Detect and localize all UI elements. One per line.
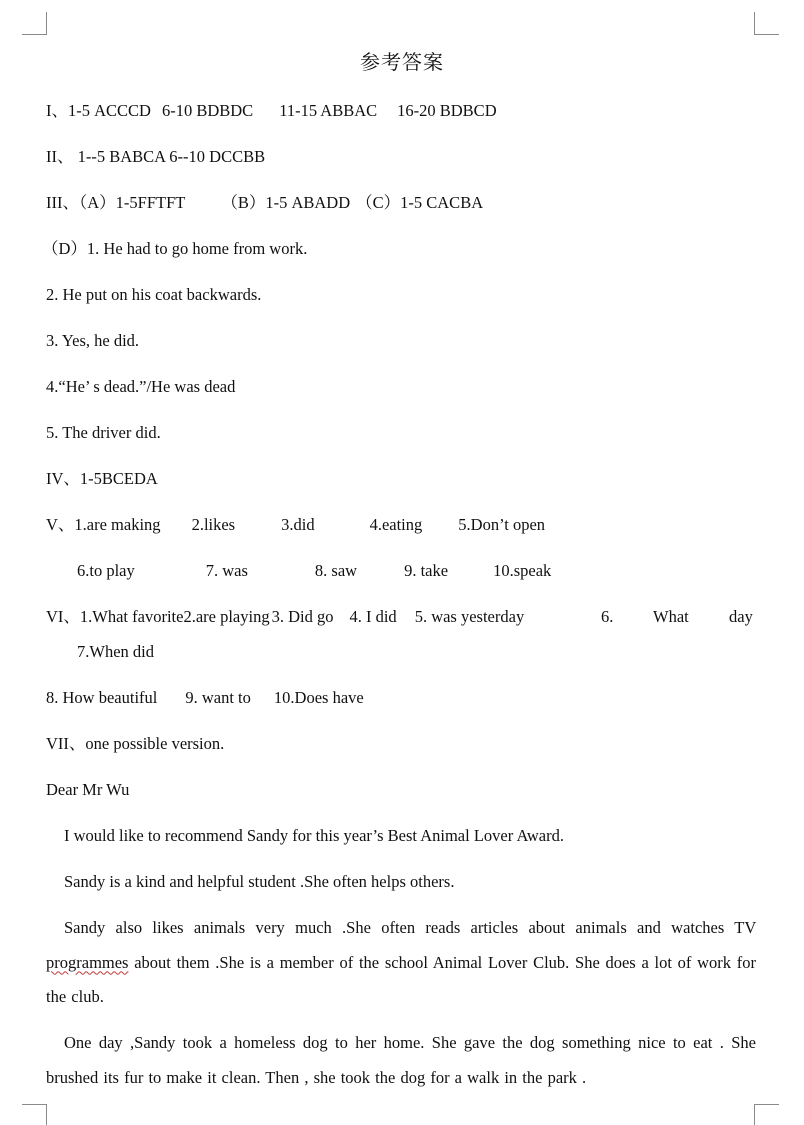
section-6-answer: 8. How beautiful [46,688,158,707]
section-5-answer: 3.did [281,515,315,534]
section-5-answer: 10.speak [493,561,552,580]
letter-paragraph-1: I would like to recommend Sandy for this year’s Best Animal Lover Award. [64,826,564,845]
section-6-answer: 3. Did go [271,607,334,626]
section-6-answer-6-number: 6. [601,607,614,626]
section-1-answers [46,100,497,122]
section-5-answer: 6.to play [77,561,135,580]
letter-paragraph-3: Sandy also likes animals very much .She often reads articles about animals and watches TV programmes about them .She is a member of the school Animal Lover Club. She does a lot of work for the club. [46,918,756,1006]
page-corner-mark [22,12,47,35]
section-5-answer: V、1.are making [46,515,161,534]
page-title: 参考答案 [360,52,444,74]
part-d-answer-5: 5. The driver did. [46,423,161,442]
section-3-part-a: III、（A）1-5FFTFT [46,193,186,212]
section-5-answer: 2.likes [191,515,236,534]
section-5-answer: 4.eating [369,515,423,534]
section-6-answer: 4. I did [349,607,397,626]
section-1-part-1: I、1-5 ACCCD [46,101,151,120]
section-5-answer: 8. saw [314,561,358,580]
section-3-answers [46,192,483,214]
section-6-answer: VI、1.What favorite [46,607,184,626]
letter-paragraph-2: Sandy is a kind and helpful student .She often helps others. [64,872,455,891]
section-7-label: VII、one possible version. [46,734,225,753]
letter-paragraph-4: One day ,Sandy took a homeless dog to her home. She gave the dog something nice to eat . She brushed its fur to make it clean. Then , she took the dog for a walk in the park . [46,1033,756,1087]
section-6-answers-row-1 [46,606,524,628]
section-1-part-4: 16-20 BDBCD [397,101,497,120]
section-6-answer: 9. want to [185,688,251,707]
section-4-answers: IV、1-5BCEDA [46,469,158,488]
page-corner-mark [754,12,779,35]
part-d-answer-1: （D）1. He had to go home from work. [42,239,308,258]
section-2-answers: II、 1--5 BABCA 6--10 DCCBB [46,147,266,166]
part-d-answer-3: 3. Yes, he did. [46,331,140,350]
section-6-answer: 5. was yesterday [414,607,525,626]
section-5-answer: 5.Don’t open [458,515,546,534]
letter-greeting: Dear Mr Wu [46,780,130,799]
section-5-answer: 7. was [205,561,248,580]
section-5-answers-row-2 [77,560,551,582]
section-6-answer: 10.Does have [273,688,364,707]
section-6-answer: 2.are playing [183,607,270,626]
section-6-answer-6-word: day [729,607,753,626]
part-d-answer-4: 4.“He’ s dead.”/He was dead [46,377,236,396]
section-6-answers-row-3 [46,687,364,709]
section-3-part-c: （C）1-5 CACBA [356,193,484,212]
section-3-part-b: （B）1-5 ABADD [221,193,351,212]
section-1-part-2: 6-10 BDBDC [161,101,254,120]
section-5-answer: 9. take [404,561,449,580]
spellcheck-flagged-word: programmes [46,952,129,972]
section-1-part-3: 11-15 ABBAC [279,101,378,120]
section-5-answers-row-1 [46,514,545,536]
section-6-answer-6-word: What [653,607,689,626]
section-6-answer-7: 7.When did [77,642,154,661]
part-d-answer-2: 2. He put on his coat backwards. [46,285,262,304]
